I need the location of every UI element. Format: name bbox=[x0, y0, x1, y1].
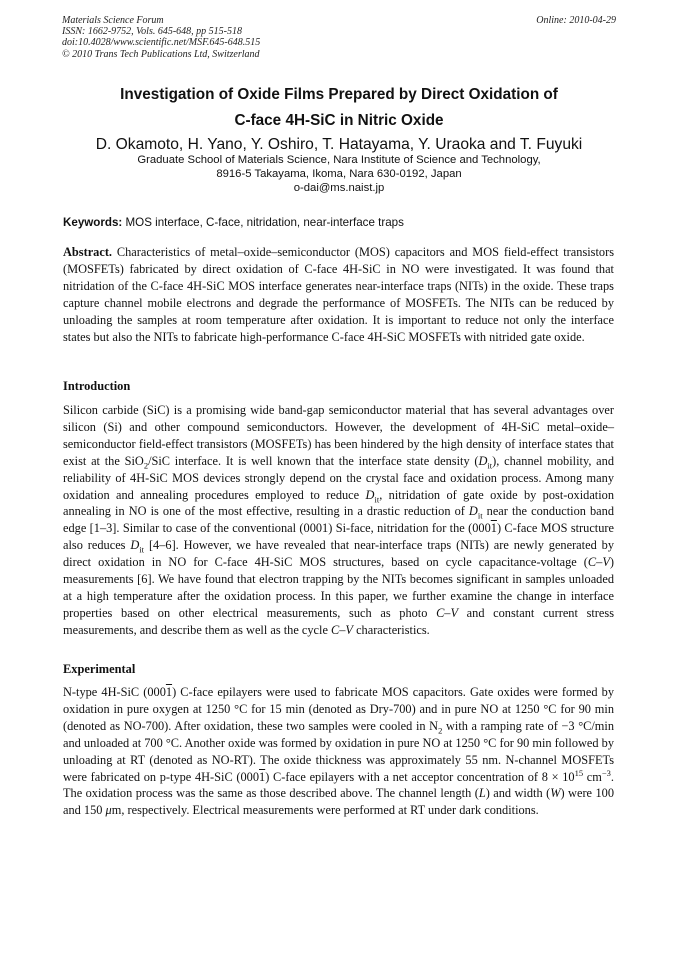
introduction-body bbox=[63, 402, 614, 639]
intro-text: /SiC interface. It is well known that the interface state density ( bbox=[148, 453, 479, 468]
affiliation bbox=[62, 153, 616, 196]
experimental-body bbox=[63, 684, 614, 819]
exp-text: ) C-face epilayers were used to fabricate MOS capacitors. Gate oxides were formed by oxidation in pure oxygen at 1250 °C for 15 min (denoted as Dry-700) and in pure NO at 1250 °C for 90 min (denoted as NO-700). After oxidation, these two samples were cooled in N bbox=[63, 685, 614, 733]
intro-text: near the conduction band edge [1–3]. Similar to case of the conventional (0001) Si-face, nitridation for the (000 bbox=[63, 504, 614, 536]
subscript: 2 bbox=[143, 460, 149, 471]
online-date: Online: 2010-04-29 bbox=[536, 15, 616, 26]
issn-line: ISSN: 1662-9752, Vols. 645-648, pp 515-518 bbox=[62, 26, 242, 38]
symbol-cv: C–V bbox=[331, 622, 353, 637]
keywords-label: Keywords: bbox=[63, 216, 123, 229]
subscript: it bbox=[477, 510, 483, 521]
author-list: D. Okamoto, H. Yano, Y. Oshiro, T. Hatayama, Y. Uraoka and T. Fuyuki bbox=[95, 136, 583, 153]
intro-text: ) measurements [6]. We have found that electron trapping by the NITs becomes significant in samples unloaded at a high temperature after the oxidation process. In this paper, we further examine the change in interface properties based on other electrical measurements, such as photo bbox=[63, 555, 614, 620]
symbol-d: D bbox=[365, 487, 375, 502]
symbol-cv: C–V bbox=[436, 605, 459, 620]
exp-text: m, respectively. Electrical measurements were performed at RT under dark conditions. bbox=[111, 803, 539, 818]
overbar-digit: 1 bbox=[490, 521, 497, 536]
copyright-line: © 2010 Trans Tech Publications Ltd, Switzerland bbox=[62, 48, 260, 60]
overbar-digit: 1 bbox=[165, 685, 173, 699]
superscript: −3 bbox=[601, 767, 611, 778]
intro-text: ) C-face MOS structure also reduces bbox=[63, 521, 615, 553]
exp-text: with a ramping rate of −3 °C/min and unloaded at 700 °C. Another oxide was formed by oxidation in pure NO at 1250 °C for 90 min followed by unloading at RT (denoted as NO-RT). The oxide thickness was approximately 55 nm. N-channel MOSFETs were fabricated on p-type 4H-SiC (000 bbox=[63, 718, 614, 784]
symbol-d: D bbox=[468, 504, 478, 519]
overbar-digit: 1 bbox=[259, 769, 266, 784]
title-line-1: Investigation of Oxide Films Prepared by Direct Oxidation of bbox=[120, 86, 558, 103]
author-email: o-dai@ms.naist.jp bbox=[293, 182, 385, 195]
symbol-mu: μ bbox=[105, 803, 112, 818]
exp-text: . The oxidation process was the same as those described above. The channel length ( bbox=[63, 769, 614, 801]
abstract-label: Abstract. bbox=[63, 245, 113, 259]
title-line-2: C-face 4H-SiC in Nitric Oxide bbox=[234, 112, 444, 129]
exp-text: ) and width ( bbox=[485, 786, 551, 801]
symbol-w: W bbox=[550, 786, 561, 801]
intro-text: characteristics. bbox=[352, 622, 430, 637]
experimental-heading: Experimental bbox=[63, 662, 136, 676]
superscript: 15 bbox=[574, 767, 584, 778]
symbol-d: D bbox=[478, 453, 488, 468]
subscript: 2 bbox=[438, 725, 443, 736]
abstract bbox=[63, 244, 614, 345]
exp-text: ) were 100 and 150 bbox=[63, 786, 615, 818]
exp-text: cm bbox=[583, 769, 602, 784]
keywords bbox=[63, 216, 617, 230]
intro-text: and constant current stress measurements, and describe them as well as the cycle bbox=[63, 605, 614, 637]
intro-text: , nitridation of gate oxide by post-oxidation annealing in NO is one of the most effective, resulting in a drastic reduction of bbox=[63, 487, 614, 519]
introduction-heading: Introduction bbox=[63, 379, 131, 393]
exp-text: ) C-face epilayers with a net acceptor concentration of 8 × 10 bbox=[265, 769, 575, 784]
subscript: it bbox=[487, 460, 493, 471]
symbol-l: L bbox=[478, 786, 486, 801]
affiliation-line-1: Graduate School of Materials Science, Nara Institute of Science and Technology, bbox=[137, 154, 541, 166]
symbol-cv: C–V bbox=[587, 555, 610, 570]
abstract-text: Characteristics of metal–oxide–semiconductor (MOS) capacitors and MOS field-effect transistors (MOSFETs) fabricated by direct oxidation of C-face 4H-SiC in NO were investigated. It was found that nitridation of the C-face 4H-SiC MOS interface generates near-interface traps (NITs) in the oxide. These traps capture channel mobile electrons and degrade the performance of MOSFETs. The NITs can be reduced by unloading the samples at room temperature after oxidation. It is important to reduce not only the interface states but also the NITs to fabricate high-performance C-face 4H-SiC MOSFETs with nitrided gate oxide. bbox=[63, 245, 614, 344]
journal-header bbox=[62, 15, 616, 60]
journal-name: Materials Science Forum bbox=[62, 15, 164, 26]
intro-text: ), channel mobility, and reliability of 4H-SiC MOS devices strongly depend on the crystal face and oxidation process. Among many oxidation and annealing procedures employed to reduce bbox=[63, 453, 614, 502]
intro-text: Silicon carbide (SiC) is a promising wide band-gap semiconductor material that has several advantages over silicon (Si) and other compound semiconductors. However, the development of 4H-SiC metal–oxide–semiconductor field-effect transistors (MOSFETs) has been hindered by the high density of interface states that exist at the SiO bbox=[63, 403, 614, 468]
keywords-text: MOS interface, C-face, nitridation, near-interface traps bbox=[125, 216, 404, 229]
symbol-d: D bbox=[130, 538, 140, 553]
doi-line: doi:10.4028/www.scientific.net/MSF.645-648.515 bbox=[62, 37, 261, 49]
exp-text: N-type 4H-SiC (000 bbox=[63, 685, 166, 699]
subscript: it bbox=[374, 494, 380, 504]
intro-text: [4–6]. However, we have revealed that near-interface traps (NITs) are newly generated by direct oxidation in NO for C-face 4H-SiC MOS structures, based on cycle capacitance-voltage ( bbox=[63, 538, 614, 570]
paper-title bbox=[62, 82, 616, 134]
affiliation-line-2: 8916-5 Takayama, Ikoma, Nara 630-0192, Japan bbox=[216, 168, 462, 181]
subscript: it bbox=[139, 544, 145, 555]
